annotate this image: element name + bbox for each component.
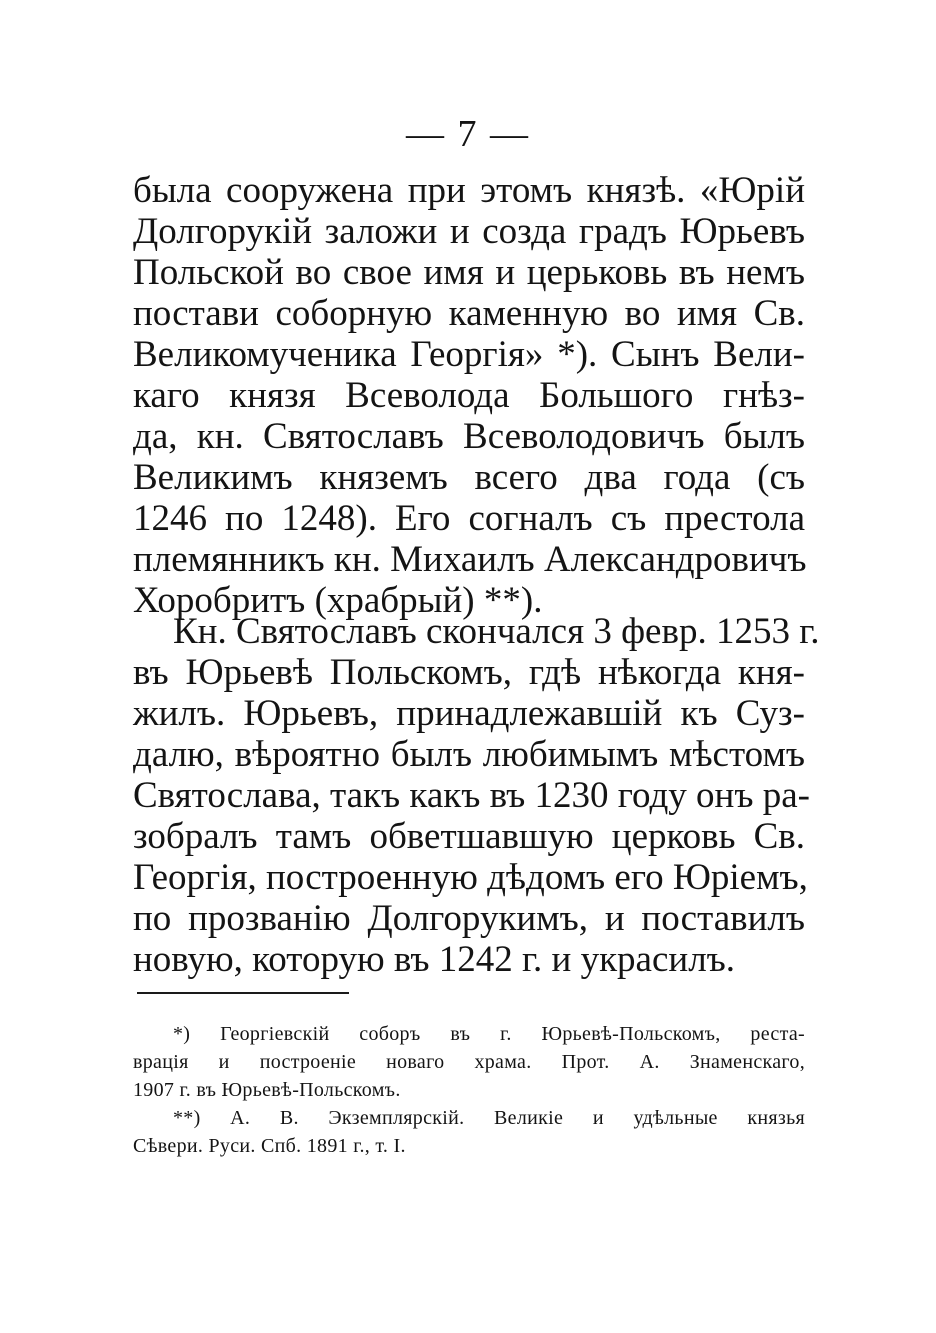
text-line: Долгорукій заложи и созда градъ Юрьевъ [133, 211, 805, 252]
text-line: 1246 по 1248). Его согналъ съ престола [133, 498, 805, 539]
text-line: постави соборную каменную во имя Св. [133, 293, 805, 334]
footnote-line: *) Георгіевскій соборъ въ г. Юрьевѣ-Польскомъ, реста- [173, 1023, 805, 1045]
footnote-line: врація и построеніе новаго храма. Прот. А. Знаменскаго, [133, 1051, 805, 1073]
text-line: племянникъ кн. Михаилъ Александровичъ [133, 539, 807, 580]
text-line: да, кн. Святославъ Всеволодовичъ былъ [133, 416, 805, 457]
text-line: Георгія, построенную дѣдомъ его Юріемъ, [133, 857, 808, 898]
text-line: Кн. Святославъ скончался 3 февр. 1253 г. [173, 611, 820, 652]
footnote-line: **) А. В. Экземплярскій. Великіе и удѣльные князья [173, 1107, 805, 1129]
text-line: Великимъ княземъ всего два года (съ [133, 457, 805, 498]
text-line: Великомученика Георгія» *). Сынъ Вели- [133, 334, 805, 375]
paragraph-1 [133, 170, 805, 621]
text-line: новую, которую въ 1242 г. и украсилъ. [133, 939, 736, 980]
footnote-divider [137, 992, 349, 994]
text-line: Польской во свое имя и церьковь въ немъ [133, 252, 805, 293]
text-line: въ Юрьевѣ Польскомъ, гдѣ нѣкогда кня- [133, 652, 805, 693]
text-line: Хоробритъ (храбрый) **). [133, 580, 543, 621]
text-line: зобралъ тамъ обветшавшую церковь Св. [133, 816, 805, 857]
text-line: по прозванію Долгорукимъ, и поставилъ [133, 898, 805, 939]
paragraph-2 [133, 611, 820, 980]
footnotes [133, 1020, 805, 1160]
footnote-line: 1907 г. въ Юрьевѣ-Польскомъ. [133, 1079, 401, 1101]
text-line: Святослава, такъ какъ въ 1230 году онъ ра- [133, 775, 810, 816]
text-line: каго князя Всеволода Большого гнѣз- [133, 375, 805, 416]
page-number: — 7 — [406, 113, 530, 155]
footnote-line: Сѣвери. Руси. Спб. 1891 г., т. I. [133, 1135, 406, 1157]
text-line: была сооружена при этомъ князѣ. «Юрій [133, 170, 805, 211]
text-line: далю, вѣроятно былъ любимымъ мѣстомъ [133, 734, 805, 775]
text-line: жилъ. Юрьевъ, принадлежавшій къ Суз- [133, 693, 805, 734]
